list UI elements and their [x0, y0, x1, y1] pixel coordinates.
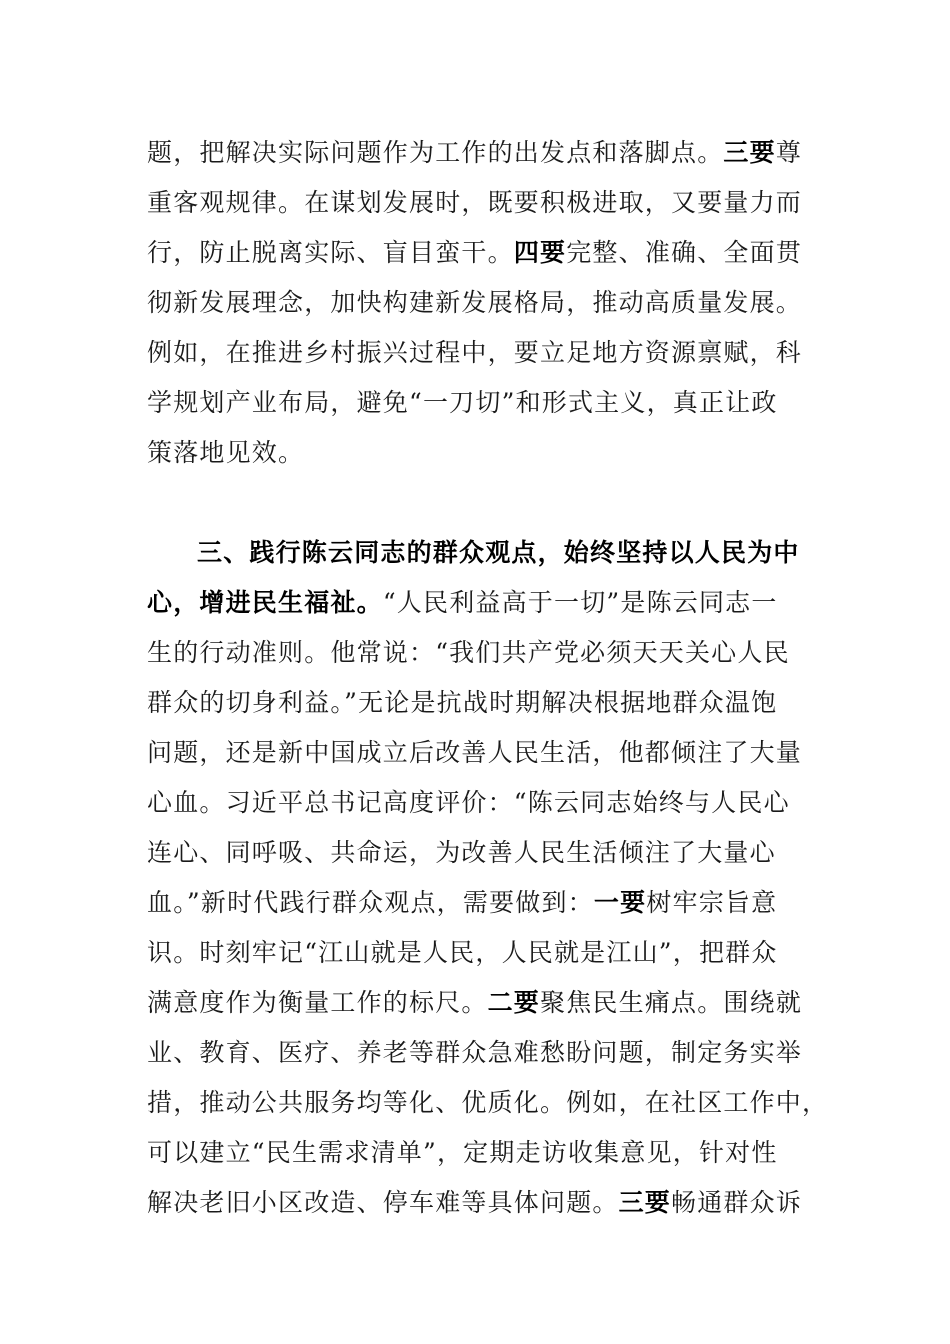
bold-text: 一要	[593, 888, 647, 917]
text-line	[147, 928, 807, 978]
bold-text: 三要	[723, 138, 776, 167]
document-page	[147, 128, 829, 1228]
text-segment: 策落地见效。	[147, 438, 305, 467]
text-line	[147, 1178, 807, 1228]
text-line	[147, 1078, 829, 1128]
text-segment: 生的行动准则。他常说：“我们共产党必须天天关心人民	[147, 638, 790, 667]
text-segment: 重客观规律。在谋划发展时，既要积极进取，又要量力而	[147, 188, 803, 217]
text-segment: “人民利益高于一切”是陈云同志一	[382, 588, 778, 617]
paragraph-2	[147, 528, 829, 1228]
text-line	[147, 378, 807, 428]
bold-text: 二要	[487, 988, 541, 1017]
text-segment: 尊	[775, 138, 803, 167]
paragraph-gap	[147, 478, 807, 528]
text-line	[147, 628, 807, 678]
text-line	[147, 228, 807, 278]
text-segment: 业、教育、医疗、养老等群众急难愁盼问题，制定务实举	[147, 1038, 803, 1067]
text-segment: 解决老旧小区改造、停车难等具体问题。	[147, 1188, 619, 1217]
text-line	[147, 328, 807, 378]
text-line	[147, 278, 807, 328]
text-segment: 措，推动公共服务均等化、优质化。例如，在社区工作中，	[147, 1088, 829, 1117]
text-line	[147, 1128, 807, 1178]
text-segment: 问题，还是新中国成立后改善人民生活，他都倾注了大量	[147, 738, 803, 767]
text-segment: 聚焦民生痛点。围绕就	[540, 988, 803, 1017]
text-line	[147, 528, 807, 578]
text-segment: 树牢宗旨意	[646, 888, 778, 917]
text-segment: 行，防止脱离实际、盲目蛮干。	[147, 238, 514, 267]
bold-text: 四要	[513, 238, 567, 267]
text-segment: 彻新发展理念，加快构建新发展格局，推动高质量发展。	[147, 288, 803, 317]
paragraph-1	[147, 128, 807, 478]
text-segment: 完整、准确、全面贯	[566, 238, 803, 267]
bold-text: 心，增进民生福祉。	[147, 588, 383, 617]
text-segment: 血。”新时代践行群众观点，需要做到：	[147, 888, 594, 917]
text-segment: 心血。习近平总书记高度评价：“陈云同志始终与人民心	[147, 788, 790, 817]
text-line	[147, 128, 807, 178]
text-line	[147, 828, 807, 878]
text-line	[147, 1028, 807, 1078]
text-line	[147, 978, 807, 1028]
text-segment: 学规划产业布局，避免“一刀切”和形式主义，真正让政	[147, 388, 778, 417]
text-segment: 连心、同呼吸、共命运，为改善人民生活倾注了大量心	[147, 838, 776, 867]
text-segment: 可以建立“民生需求清单”，定期走访收集意见，针对性	[147, 1138, 778, 1167]
text-line	[147, 578, 807, 628]
text-segment: 满意度作为衡量工作的标尺。	[147, 988, 488, 1017]
text-segment: 题，把解决实际问题作为工作的出发点和落脚点。	[147, 138, 724, 167]
text-line	[147, 778, 807, 828]
text-line	[147, 178, 807, 228]
text-segment: 畅通群众诉	[671, 1188, 803, 1217]
text-line	[147, 728, 807, 778]
text-line	[147, 878, 807, 928]
bold-text: 三、践行陈云同志的群众观点，始终坚持以人民为中	[197, 538, 800, 567]
text-line	[147, 428, 807, 478]
bold-text: 三要	[618, 1188, 672, 1217]
text-segment: 识。时刻牢记“江山就是人民，人民就是江山”，把群众	[147, 938, 778, 967]
text-segment: 群众的切身利益。”无论是抗战时期解决根据地群众温饱	[147, 688, 778, 717]
text-segment: 例如，在推进乡村振兴过程中，要立足地方资源禀赋，科	[147, 338, 803, 367]
text-line	[147, 678, 807, 728]
